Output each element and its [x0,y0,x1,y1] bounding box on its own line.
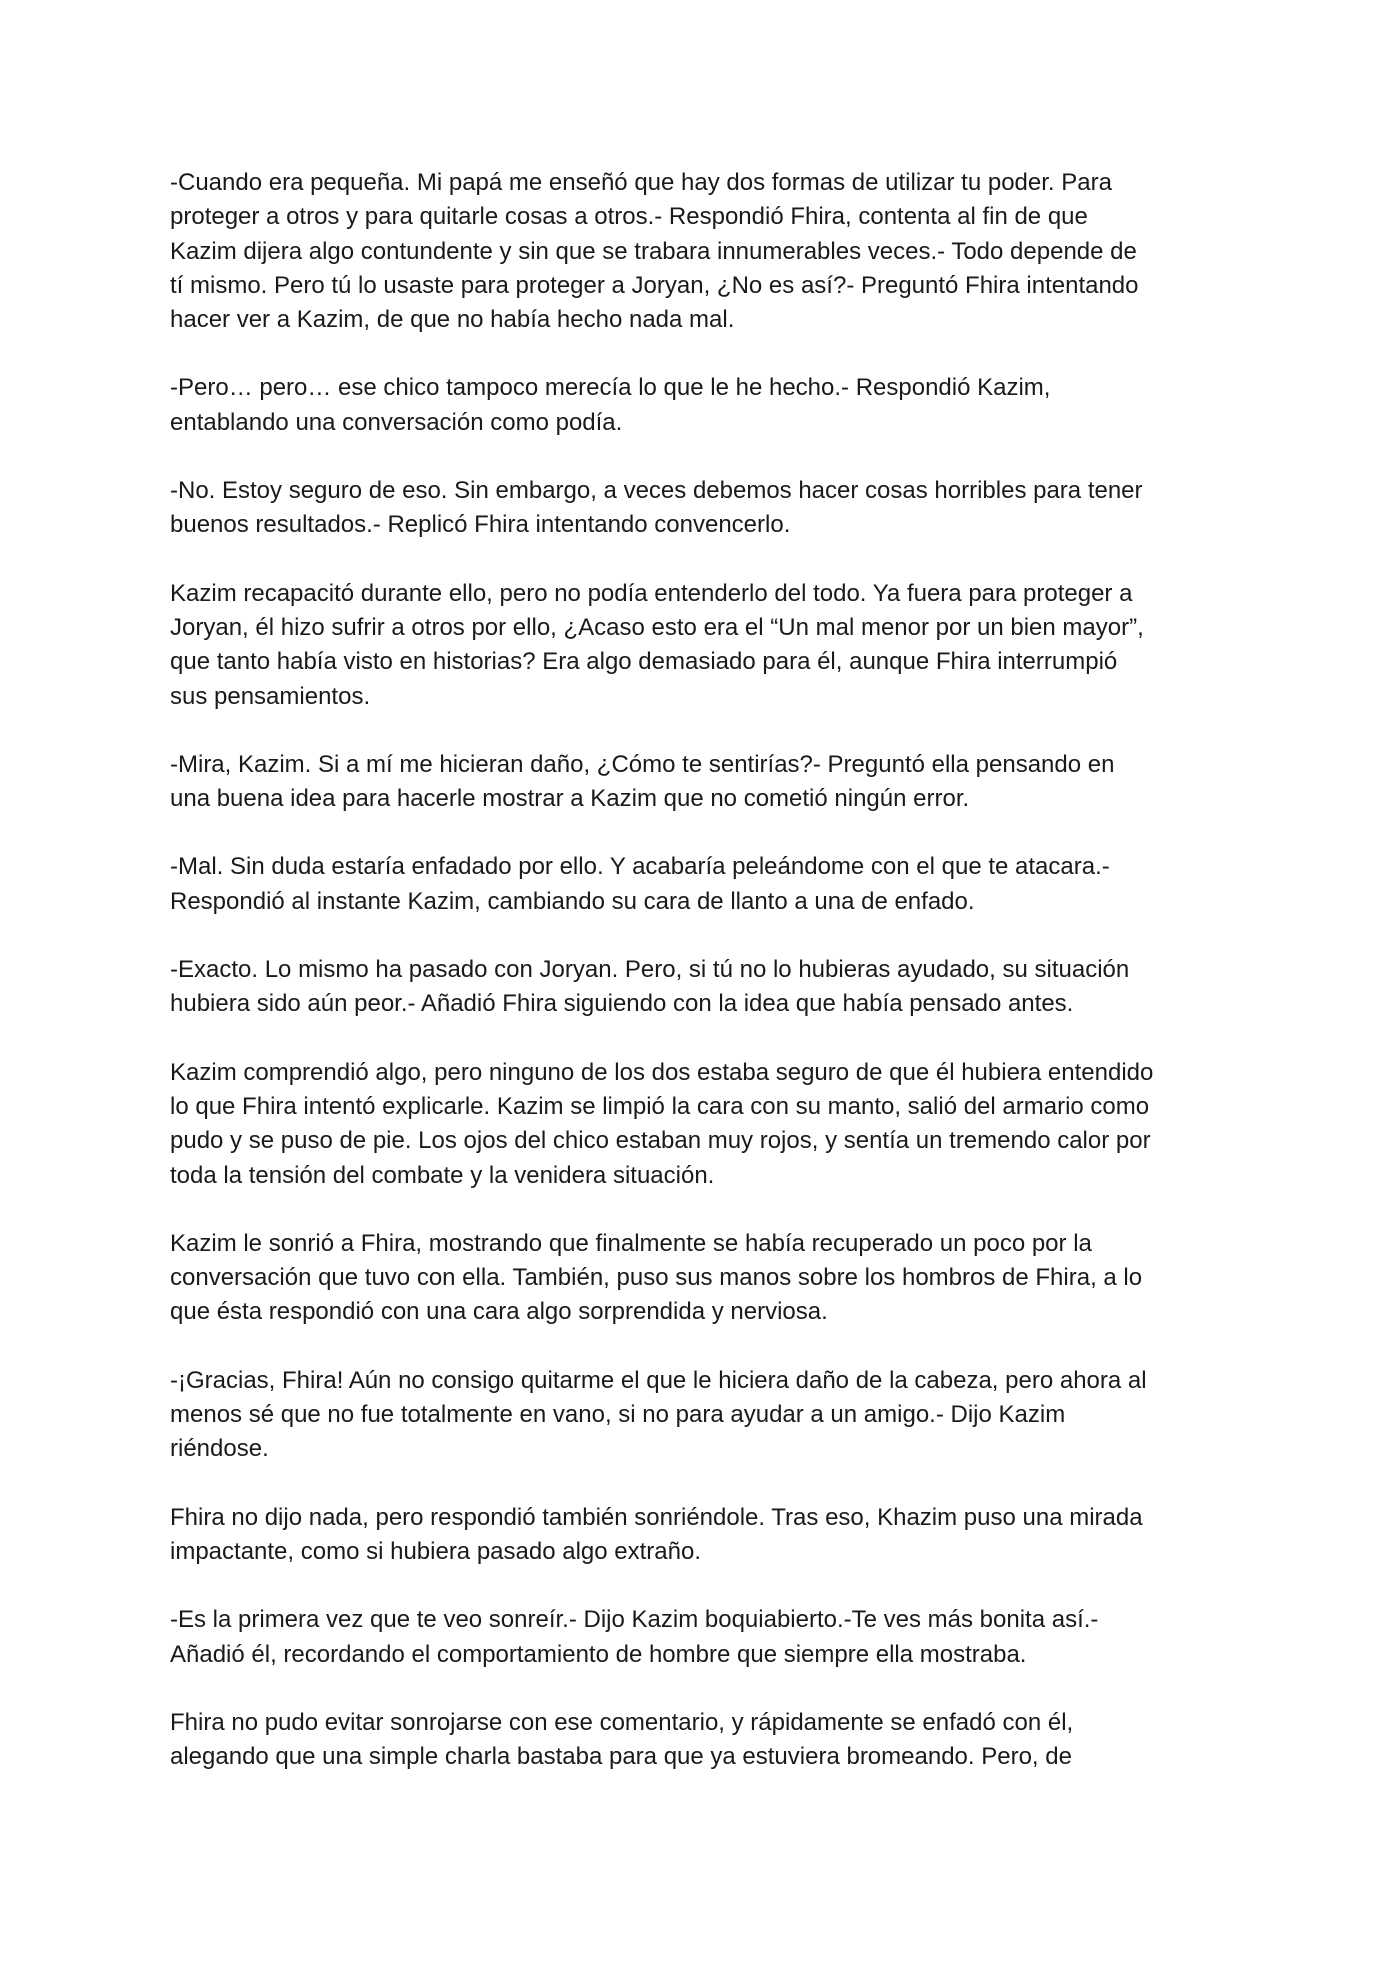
text-line: Kazim le sonrió a Fhira, mostrando que finalmente se había recuperado un poco por la [170,1229,1092,1257]
text-line: -Exacto. Lo mismo ha pasado con Joryan. Pero, si tú no lo hubieras ayudado, su situación [170,956,1130,984]
paragraph [170,577,1245,714]
text-line: proteger a otros y para quitarle cosas a otros.- Respondió Fhira, contenta al fin de que [170,203,1088,231]
text-line: que tanto había visto en historias? Era algo demasiado para él, aunque Fhira interrumpió [170,648,1118,676]
paragraph [170,850,1245,919]
paragraph [170,1227,1245,1330]
paragraph [170,474,1245,543]
text-line: Kazim comprendió algo, pero ninguno de los dos estaba seguro de que él hubiera entendido [170,1058,1154,1086]
text-line: lo que Fhira intentó explicarle. Kazim se limpió la cara con su manto, salió del armario como [170,1092,1150,1120]
paragraph [170,166,1245,337]
paragraph [170,371,1245,440]
text-line: toda la tensión del combate y la venidera situación. [170,1161,715,1189]
text-line: pudo y se puso de pie. Los ojos del chico estaban muy rojos, y sentía un tremendo calor por [170,1127,1151,1155]
text-line: -Mal. Sin duda estaría enfadado por ello. Y acabaría peleándome con el que te atacara.- [170,853,1110,881]
text-line: conversación que tuvo con ella. También, puso sus manos sobre los hombros de Fhira, a lo [170,1264,1143,1292]
paragraph [170,1603,1245,1672]
text-line: impactante, como si hubiera pasado algo extraño. [170,1537,701,1565]
text-line: -Es la primera vez que te veo sonreír.- Dijo Kazim boquiabierto.-Te ves más bonita así.- [170,1606,1099,1634]
text-line: Añadió él, recordando el comportamiento de hombre que siempre ella mostraba. [170,1640,1027,1668]
text-line: -No. Estoy seguro de eso. Sin embargo, a veces debemos hacer cosas horribles para tener [170,477,1143,505]
document-body [170,166,1245,1808]
paragraph [170,1706,1245,1775]
text-line: Fhira no pudo evitar sonrojarse con ese comentario, y rápidamente se enfadó con él, [170,1708,1074,1736]
text-line: -Mira, Kazim. Si a mí me hicieran daño, ¿Cómo te sentirías?- Preguntó ella pensando en [170,750,1115,778]
text-line: Joryan, él hizo sufrir a otros por ello, ¿Acaso esto era el “Un mal menor por un bien mayor”, [170,613,1144,641]
text-line: hacer ver a Kazim, de que no había hecho nada mal. [170,306,735,334]
text-line: sus pensamientos. [170,682,371,710]
paragraph [170,1056,1245,1193]
text-line: -Pero… pero… ese chico tampoco merecía lo que le he hecho.- Respondió Kazim, [170,374,1051,402]
paragraph [170,748,1245,817]
text-line: riéndose. [170,1435,269,1463]
text-line: hubiera sido aún peor.- Añadió Fhira siguiendo con la idea que había pensado antes. [170,990,1074,1018]
text-line: alegando que una simple charla bastaba para que ya estuviera bromeando. Pero, de [170,1743,1072,1771]
text-line: buenos resultados.- Replicó Fhira intentando convencerlo. [170,511,791,539]
text-line: Respondió al instante Kazim, cambiando su cara de llanto a una de enfado. [170,887,975,915]
text-line: una buena idea para hacerle mostrar a Kazim que no cometió ningún error. [170,785,970,813]
text-line: que ésta respondió con una cara algo sorprendida y nerviosa. [170,1298,828,1326]
text-line: Kazim recapacitó durante ello, pero no podía entenderlo del todo. Ya fuera para proteger a [170,579,1133,607]
text-line: entablando una conversación como podía. [170,408,623,436]
paragraph [170,953,1245,1022]
paragraph [170,1364,1245,1467]
text-line: -¡Gracias, Fhira! Aún no consigo quitarme el que le hiciera daño de la cabeza, pero ahora al [170,1366,1147,1394]
text-line: -Cuando era pequeña. Mi papá me enseñó que hay dos formas de utilizar tu poder. Para [170,169,1112,196]
text-line: Kazim dijera algo contundente y sin que se trabara innumerables veces.- Todo depende de [170,237,1137,265]
text-line: tí mismo. Pero tú lo usaste para proteger a Joryan, ¿No es así?- Preguntó Fhira intentando [170,271,1139,299]
paragraph [170,1501,1245,1570]
text-line: menos sé que no fue totalmente en vano, si no para ayudar a un amigo.- Dijo Kazim [170,1401,1066,1429]
text-line: Fhira no dijo nada, pero respondió también sonriéndole. Tras eso, Khazim puso una mirada [170,1503,1143,1531]
